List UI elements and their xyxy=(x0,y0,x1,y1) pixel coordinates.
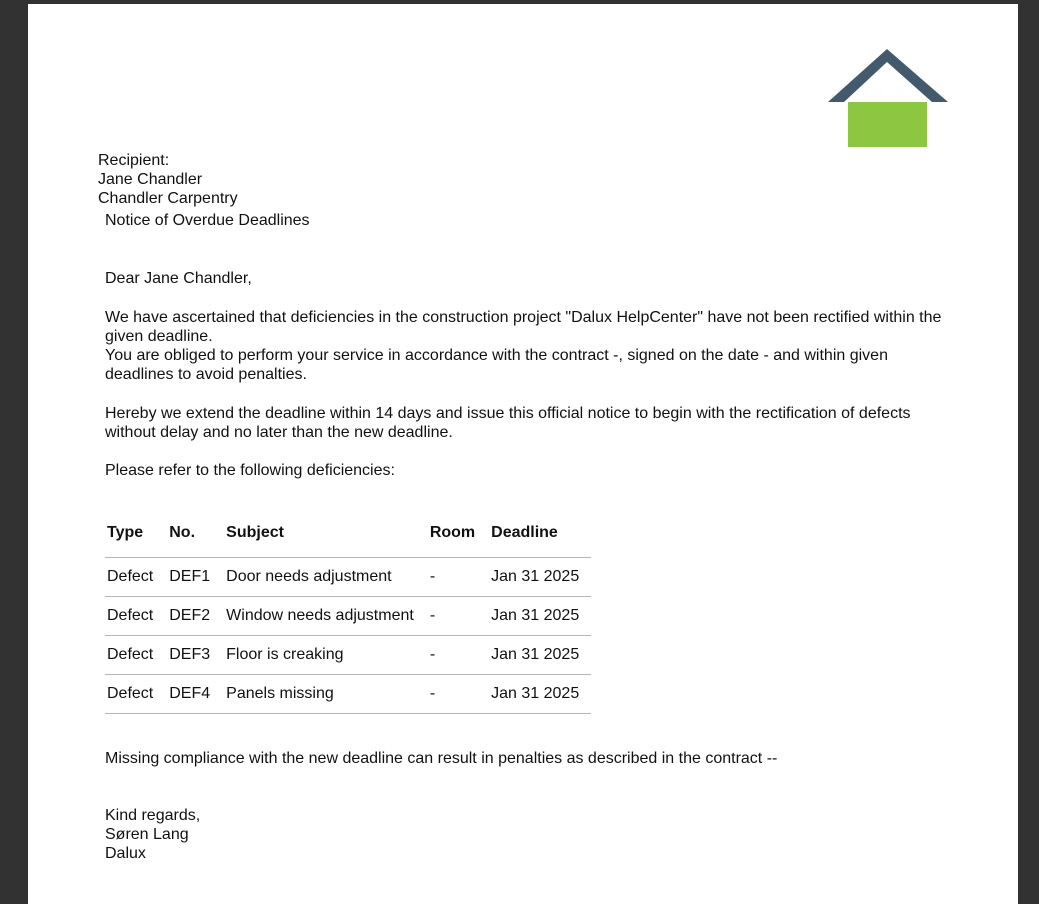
salutation: Dear Jane Chandler, xyxy=(105,270,252,287)
recipient-block xyxy=(98,151,238,208)
cell-subject: Panels missing xyxy=(224,675,428,714)
cell-subject: Window needs adjustment xyxy=(224,597,428,636)
signature-block xyxy=(105,806,200,863)
paragraph-ascertained: We have ascertained that deficiencies in the construction project "Dalux HelpCenter" have not been rectified within the given deadline. xyxy=(105,309,942,345)
recipient-label: Recipient: xyxy=(98,152,170,169)
cell-no: DEF3 xyxy=(167,636,224,675)
recipient-company: Chandler Carpentry xyxy=(98,190,238,207)
cell-room: - xyxy=(428,636,489,675)
column-header-deadline: Deadline xyxy=(489,520,591,558)
house-logo-icon xyxy=(828,45,948,147)
paragraph-obliged: You are obliged to perform your service in accordance with the contract -, signed on the date - and within given deadlines to avoid penalties. xyxy=(105,347,888,383)
cell-deadline: Jan 31 2025 xyxy=(489,636,591,675)
paragraph-refer: Please refer to the following deficiencies: xyxy=(105,462,395,479)
deficiencies-table xyxy=(105,520,591,714)
cell-no: DEF4 xyxy=(167,675,224,714)
paragraph-extension: Hereby we extend the deadline within 14 days and issue this official notice to begin with the rectification of defects without delay and no later than the new deadline. xyxy=(105,405,911,441)
logo-body xyxy=(848,102,927,147)
logo-roof xyxy=(828,49,948,102)
cell-deadline: Jan 31 2025 xyxy=(489,597,591,636)
table-row xyxy=(105,558,591,597)
document-page xyxy=(28,4,1018,904)
sender-name: Søren Lang xyxy=(105,826,189,843)
cell-room: - xyxy=(428,675,489,714)
cell-type: Defect xyxy=(105,675,167,714)
closing-note: Missing compliance with the new deadline can result in penalties as described in the contract -- xyxy=(105,750,778,767)
cell-type: Defect xyxy=(105,558,167,597)
cell-type: Defect xyxy=(105,636,167,675)
table-row xyxy=(105,636,591,675)
column-header-subject: Subject xyxy=(224,520,428,558)
cell-no: DEF2 xyxy=(167,597,224,636)
regards: Kind regards, xyxy=(105,807,201,824)
recipient-name: Jane Chandler xyxy=(98,171,203,188)
cell-subject: Floor is creaking xyxy=(224,636,428,675)
cell-subject: Door needs adjustment xyxy=(224,558,428,597)
cell-deadline: Jan 31 2025 xyxy=(489,558,591,597)
cell-deadline: Jan 31 2025 xyxy=(489,675,591,714)
sender-company: Dalux xyxy=(105,845,146,862)
cell-type: Defect xyxy=(105,597,167,636)
cell-room: - xyxy=(428,597,489,636)
column-header-no: No. xyxy=(167,520,224,558)
cell-room: - xyxy=(428,558,489,597)
letter-subject: Notice of Overdue Deadlines xyxy=(105,212,310,229)
table-row xyxy=(105,597,591,636)
column-header-room: Room xyxy=(428,520,489,558)
column-header-type: Type xyxy=(105,520,167,558)
table-row xyxy=(105,675,591,714)
table-header-row xyxy=(105,520,591,558)
cell-no: DEF1 xyxy=(167,558,224,597)
